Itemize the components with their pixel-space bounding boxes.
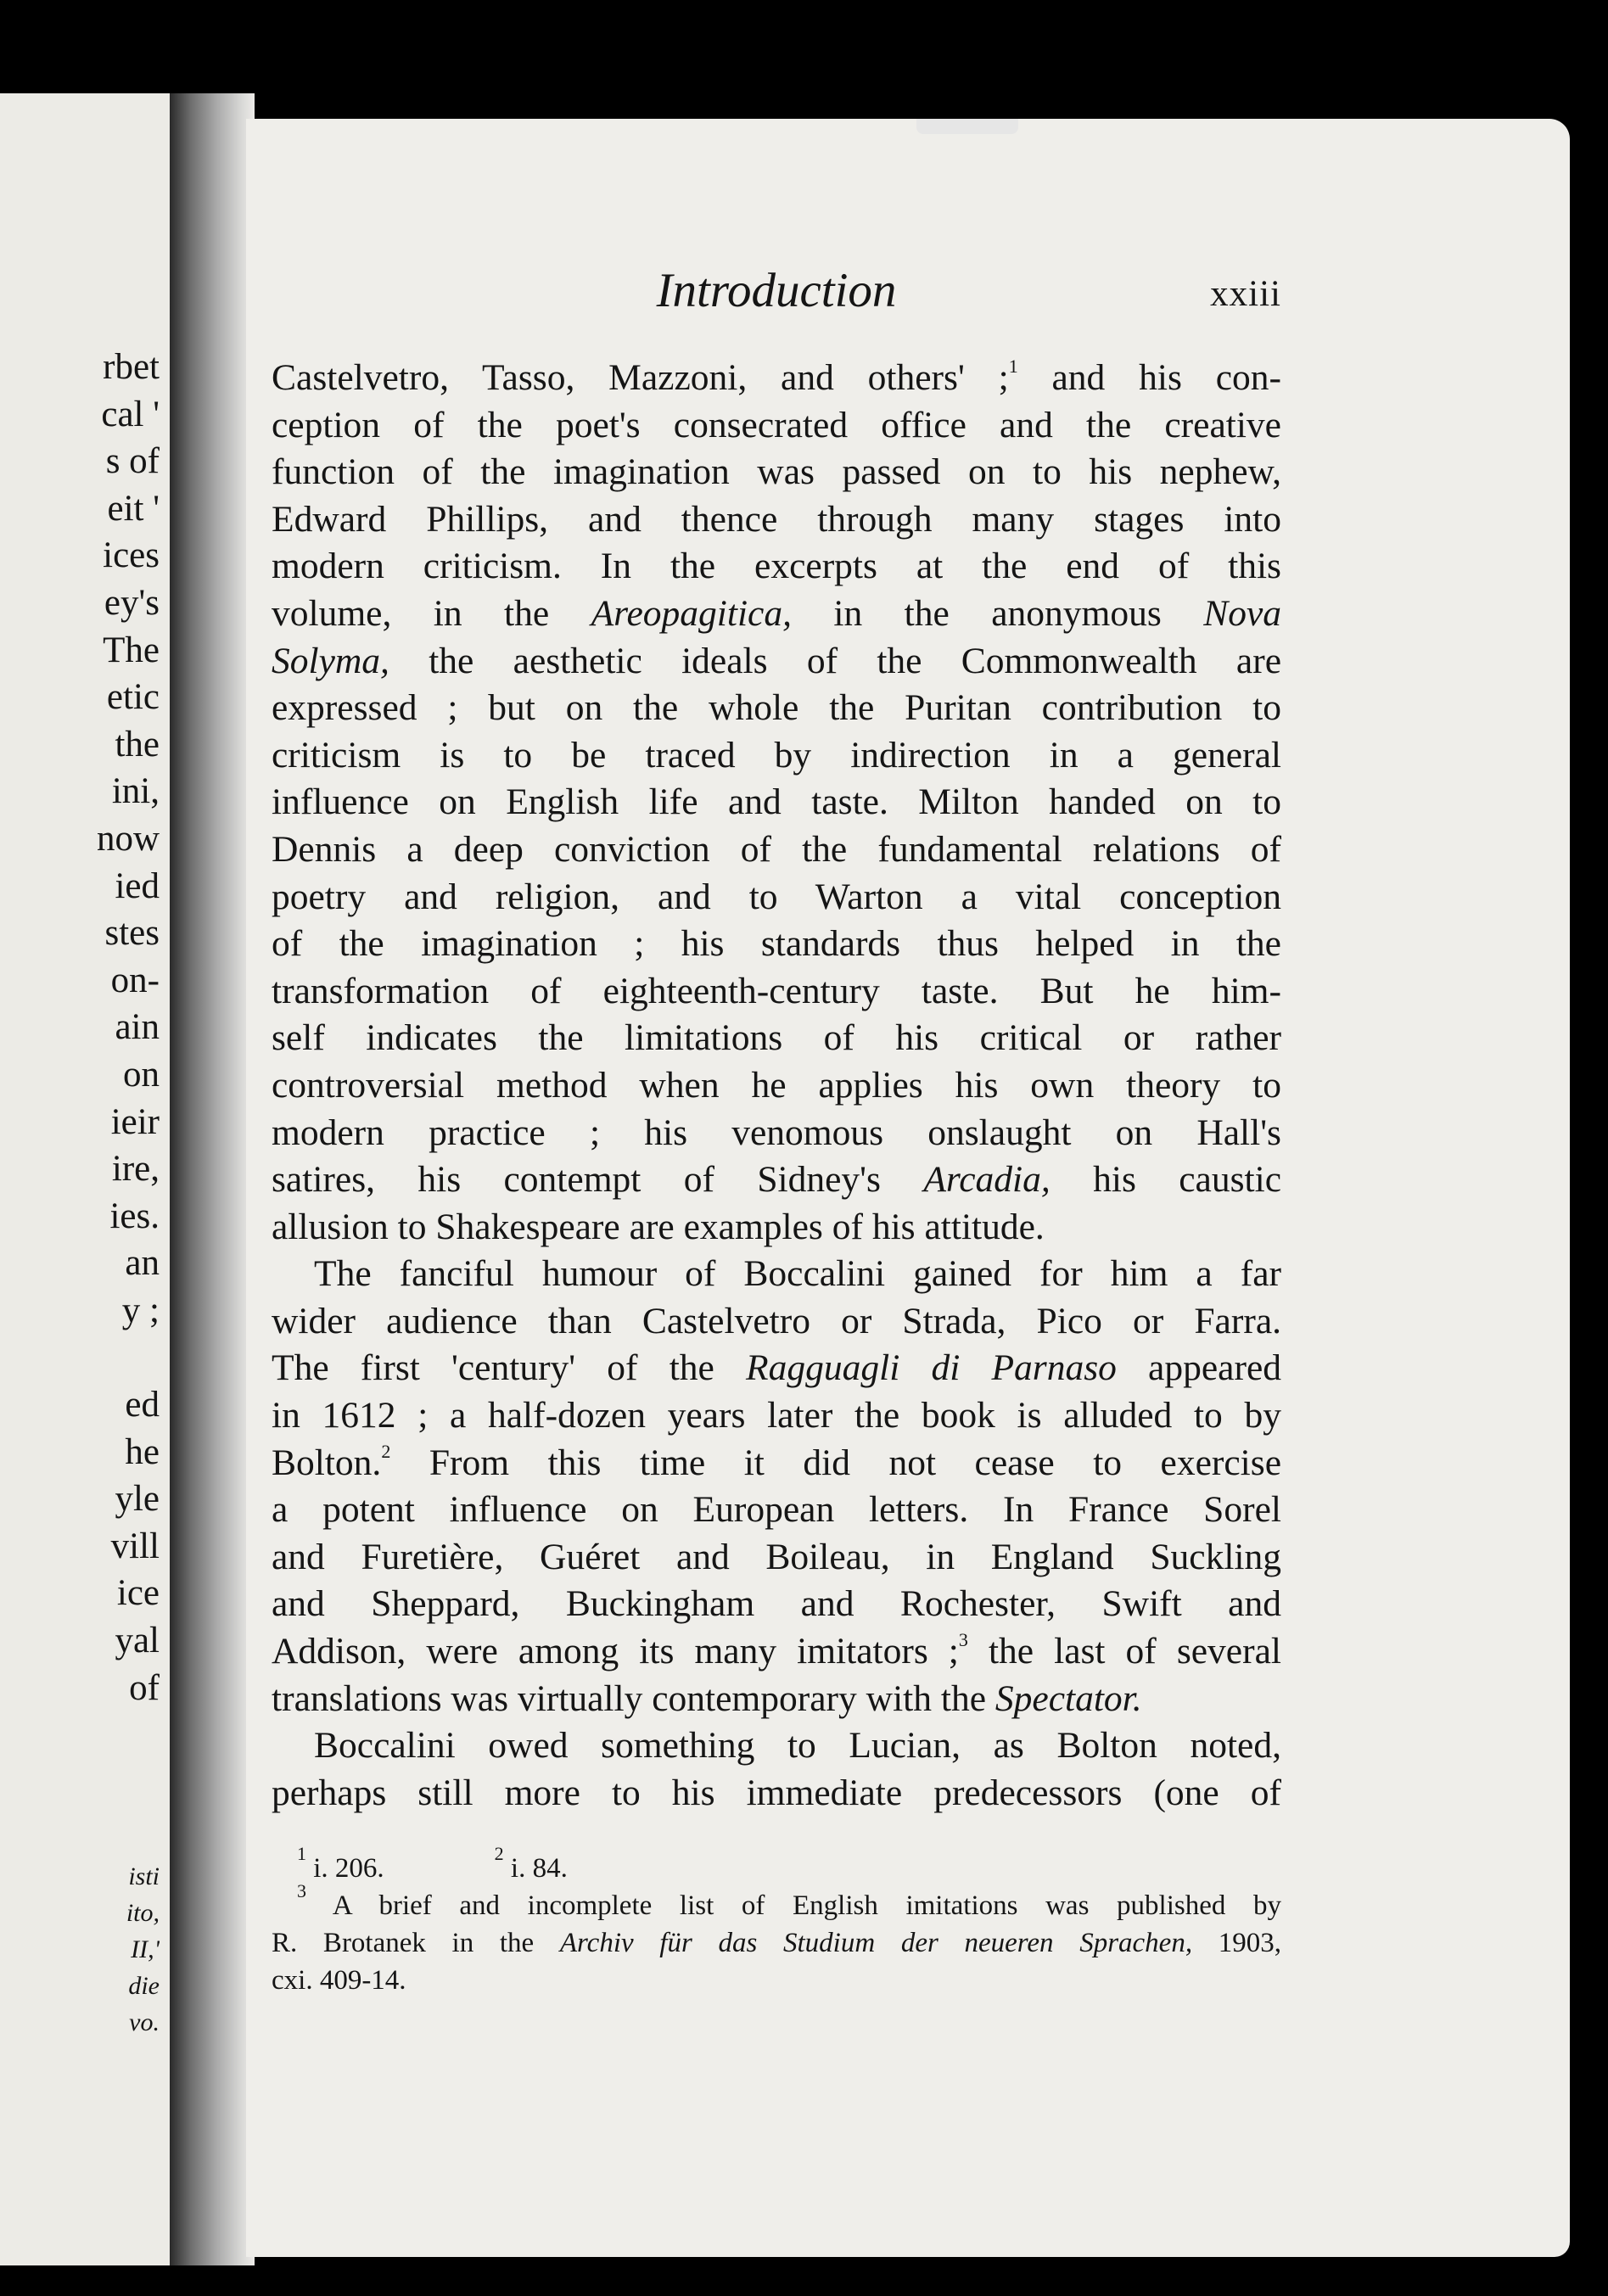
text-line: modern practice ; his venomous onslaught on Hall's [272,1112,1281,1153]
text-line: Dennis a deep conviction of the fundamental relations of [272,828,1281,870]
facing-page-fragment: ey's [104,582,160,623]
text-line: translations was virtually contemporary with the Spectator. [272,1677,1142,1719]
facing-page-fragment: ied [115,865,160,906]
facing-page-fragment: ices [103,535,160,576]
page-number: xxiii [1210,274,1281,314]
facing-page-fragment: now [96,818,160,859]
text-line: The first 'century' of the Ragguagli di Parnaso appeared [272,1347,1282,1389]
footnotes [272,1843,1282,1999]
facing-page-fragment: eit ' [107,488,160,529]
text-line: and Sheppard, Buckingham and Rochester, Swift and [272,1583,1281,1625]
facing-page-fragment: vill [110,1526,160,1566]
facing-page-fragment: s of [105,441,160,482]
text-line: criticism is to be traced by indirection in a general [272,734,1281,776]
facing-page-note: II,' [131,1935,160,1963]
footnote-3-cont: R. Brotanek in the Archiv für das Studium der neueren Sprachen, 1903, [272,1928,1282,1958]
facing-page-fragment: etic [106,677,160,718]
text-line: Solyma, the aesthetic ideals of the Commonwealth are [272,640,1282,681]
facing-page-fragment: the [115,724,160,764]
text-line: Addison, were among its many imitators ;$^3$ the last of several [272,1629,1281,1672]
text-line: perhaps still more to his immediate predecessors (one of [272,1772,1281,1813]
facing-page-fragment: y ; [121,1290,160,1330]
body-text [272,355,1281,1817]
text-line: and Furetière, Guéret and Boileau, in England Suckling [272,1536,1281,1577]
facing-page-fragment: of [129,1667,160,1708]
text-line: Bolton.$^2$ From this time it did not cease to exercise [272,1440,1282,1483]
page-title: Introduction [656,264,897,317]
facing-page-notes [0,1858,160,2041]
facing-page-note: die [128,1972,160,2000]
book-gutter [170,93,255,2265]
text-line: transformation of eighteenth-century taste. But he him- [272,970,1281,1011]
facing-page-fragment [0,1334,160,1381]
text-line: The fanciful humour of Boccalini gained for him a far [314,1253,1281,1295]
footnote-row: $^1$ i. 206. $^2$ i. 84. [297,1843,568,1884]
facing-page-fragment: an [125,1243,160,1284]
facing-page-text [0,344,160,1711]
facing-page-fragment: ice [116,1573,160,1614]
facing-page-note: ito, [126,1899,160,1927]
facing-page-note: vo. [129,2008,160,2036]
footnote-1: i. 206. [313,1853,384,1884]
footnote-2: i. 84. [510,1853,568,1884]
facing-page-fragment: stes [104,913,160,954]
facing-page-fragment: ies. [109,1196,160,1236]
facing-page-fragment: on- [110,960,160,1000]
text-line: poetry and religion, and to Warton a vital conception [272,876,1281,917]
text-line: function of the imagination was passed on to his nephew, [272,451,1281,493]
text-line: allusion to Shakespeare are examples of his attitude. [272,1206,1045,1247]
facing-page-note: isti [128,1862,160,1890]
page-top-edge [916,119,1018,134]
facing-page-fragment: on [123,1054,160,1095]
text-line: Edward Phillips, and thence through many stages into [272,498,1281,540]
text-line: of the imagination ; his standards thus helped in the [272,923,1281,965]
facing-page-fragment: ain [115,1007,160,1048]
facing-page-fragment: cal ' [101,394,160,434]
facing-page-fragment: yle [115,1479,160,1520]
text-line: volume, in the Areopagitica, in the anonymous Nova [272,592,1282,634]
facing-page-fragment: rbet [103,347,160,387]
text-line: satires, his contempt of Sidney's Arcadia, his caustic [272,1159,1282,1201]
text-line: ception of the poet's consecrated office and the creative [272,404,1281,445]
facing-page-fragment: yal [115,1621,160,1661]
text-line: wider audience than Castelvetro or Strada, Pico or Farra. [272,1300,1281,1341]
running-head [272,263,1281,322]
facing-page-fragment: he [125,1431,160,1472]
text-line: Boccalini owed something to Lucian, as Bolton noted, [314,1725,1281,1767]
facing-page-fragment: ed [125,1385,160,1425]
text-line: modern criticism. In the excerpts at the end of this [272,546,1281,587]
text-line: in 1612 ; a half-dozen years later the book is alluded to by [272,1395,1281,1436]
footnote-3-cont: cxi. 409-14. [272,1965,406,1996]
text-line: Castelvetro, Tasso, Mazzoni, and others' ;$^1$ and his con- [272,356,1281,398]
text-line: expressed ; but on the whole the Puritan contribution to [272,687,1281,729]
text-line: self indicates the limitations of his critical or rather [272,1017,1281,1059]
facing-page-fragment: ini, [111,771,160,812]
text-line: a potent influence on European letters. In France Sorel [272,1489,1281,1531]
facing-page [0,93,174,2265]
facing-page-fragment: ieir [110,1101,160,1142]
facing-page-fragment: The [103,630,160,670]
text-line: influence on English life and taste. Milton handed on to [272,781,1281,823]
text-line: controversial method when he applies his own theory to [272,1064,1281,1106]
facing-page-fragment: ire, [111,1149,160,1190]
footnote-3: $^3$ A brief and incomplete list of English imitations was published by [297,1880,1281,1921]
